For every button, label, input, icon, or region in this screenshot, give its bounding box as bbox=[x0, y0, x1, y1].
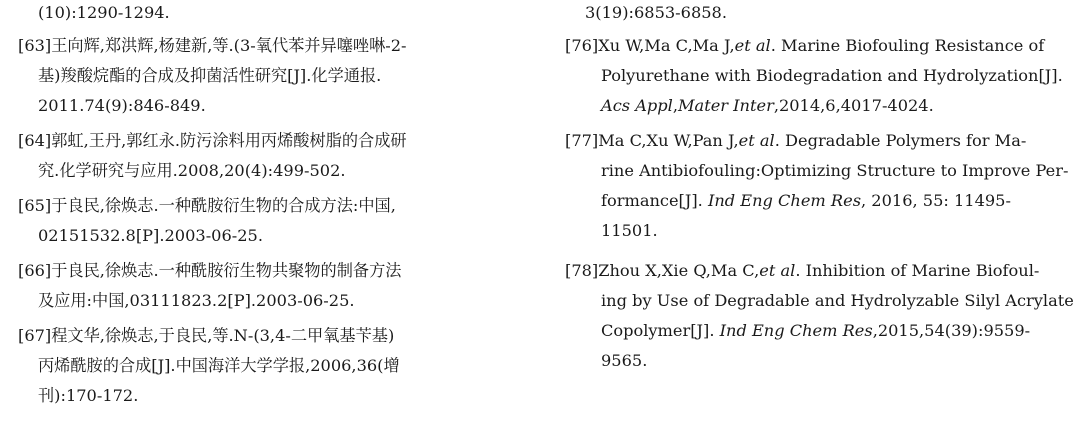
reference-63-line-2: 基)羧酸烷酯的合成及抑菌活性研究[J].化学通报. bbox=[38, 66, 382, 85]
reference-77-line-2 bbox=[601, 161, 1068, 181]
text-run: [76]Xu W,Ma C,Ma J, bbox=[565, 36, 735, 55]
text-run: ,2015,54(39):9559- bbox=[872, 321, 1031, 340]
text-run-italic: et al bbox=[759, 261, 796, 280]
text-run: . Marine Biofouling Resistance of bbox=[770, 36, 1045, 55]
text-run: [77]Ma C,Xu W,Pan J, bbox=[565, 131, 739, 150]
reference-65-line-1: [65]于良民,徐焕志.一种酰胺衍生物的合成方法:中国, bbox=[18, 196, 396, 215]
text-run: , 2016, 55: 11495- bbox=[861, 191, 1011, 210]
text-run-italic: Acs Appl bbox=[601, 96, 673, 115]
reference-77-line-3 bbox=[601, 191, 1011, 211]
reference-77-line-1 bbox=[565, 131, 1026, 151]
text-run: 11501. bbox=[601, 221, 658, 240]
text-run: formance[J]. bbox=[601, 191, 708, 210]
reference-78-line-2 bbox=[601, 291, 1074, 311]
text-run-italic: et al bbox=[738, 131, 775, 150]
text-run: 3(19):6853-6858. bbox=[585, 3, 727, 22]
reference-67-line-1: [67]程文华,徐焕志,于良民,等.N-(3,4-二甲氧基苄基) bbox=[18, 326, 395, 345]
reference-78-line-3 bbox=[601, 321, 1030, 341]
reference-65-line-2: 02151532.8[P].2003-06-25. bbox=[38, 226, 263, 245]
text-run: . Degradable Polymers for Ma- bbox=[774, 131, 1027, 150]
text-run: , bbox=[672, 96, 678, 115]
text-run: . Inhibition of Marine Biofoul- bbox=[795, 261, 1040, 280]
reference-76-line-2 bbox=[601, 66, 1063, 86]
reference-66-line-2: 及应用:中国,03111823.2[P].2003-06-25. bbox=[38, 291, 355, 310]
reference-67-line-2: 丙烯酰胺的合成[J].中国海洋大学学报,2006,36(增 bbox=[38, 356, 400, 375]
reference-67-line-3: 刊):170-172. bbox=[38, 386, 139, 405]
text-run: ,2014,6,4017-4024. bbox=[773, 96, 934, 115]
text-run-italic: Ind Eng Chem Res bbox=[707, 191, 862, 210]
reference-77-line-4 bbox=[601, 221, 658, 241]
text-run: 9565. bbox=[601, 351, 648, 370]
text-run-italic: et al bbox=[734, 36, 771, 55]
reference-line bbox=[585, 3, 727, 23]
reference-63-line-3: 2011.74(9):846-849. bbox=[38, 96, 206, 115]
reference-63-line-1: [63]王向辉,郑洪辉,杨建新,等.(3-氧代苯并异噻唑啉-2- bbox=[18, 36, 407, 55]
text-run: ing by Use of Degradable and Hydrolyzable Silyl Acrylate bbox=[601, 291, 1074, 310]
text-run: [78]Zhou X,Xie Q,Ma C, bbox=[565, 261, 760, 280]
reference-76-line-3 bbox=[601, 96, 934, 116]
text-run-italic: Mater Inter bbox=[677, 96, 774, 115]
reference-64-line-2: 究.化学研究与应用.2008,20(4):499-502. bbox=[38, 161, 346, 180]
reference-line: (10):1290-1294. bbox=[38, 3, 170, 22]
text-run: Polyurethane with Biodegradation and Hydrolyzation[J]. bbox=[601, 66, 1063, 85]
reference-76-line-1 bbox=[565, 36, 1044, 56]
text-run: rine Antibiofouling:Optimizing Structure to Improve Per- bbox=[601, 161, 1069, 180]
text-run: Copolymer[J]. bbox=[601, 321, 720, 340]
reference-66-line-1: [66]于良民,徐焕志.一种酰胺衍生物共聚物的制备方法 bbox=[18, 261, 402, 280]
text-run-italic: Ind Eng Chem Res bbox=[719, 321, 873, 340]
reference-78-line-1 bbox=[565, 261, 1039, 281]
reference-78-line-4 bbox=[601, 351, 647, 371]
reference-64-line-1: [64]郭虹,王丹,郭红永.防污涂料用丙烯酸树脂的合成研 bbox=[18, 131, 407, 150]
